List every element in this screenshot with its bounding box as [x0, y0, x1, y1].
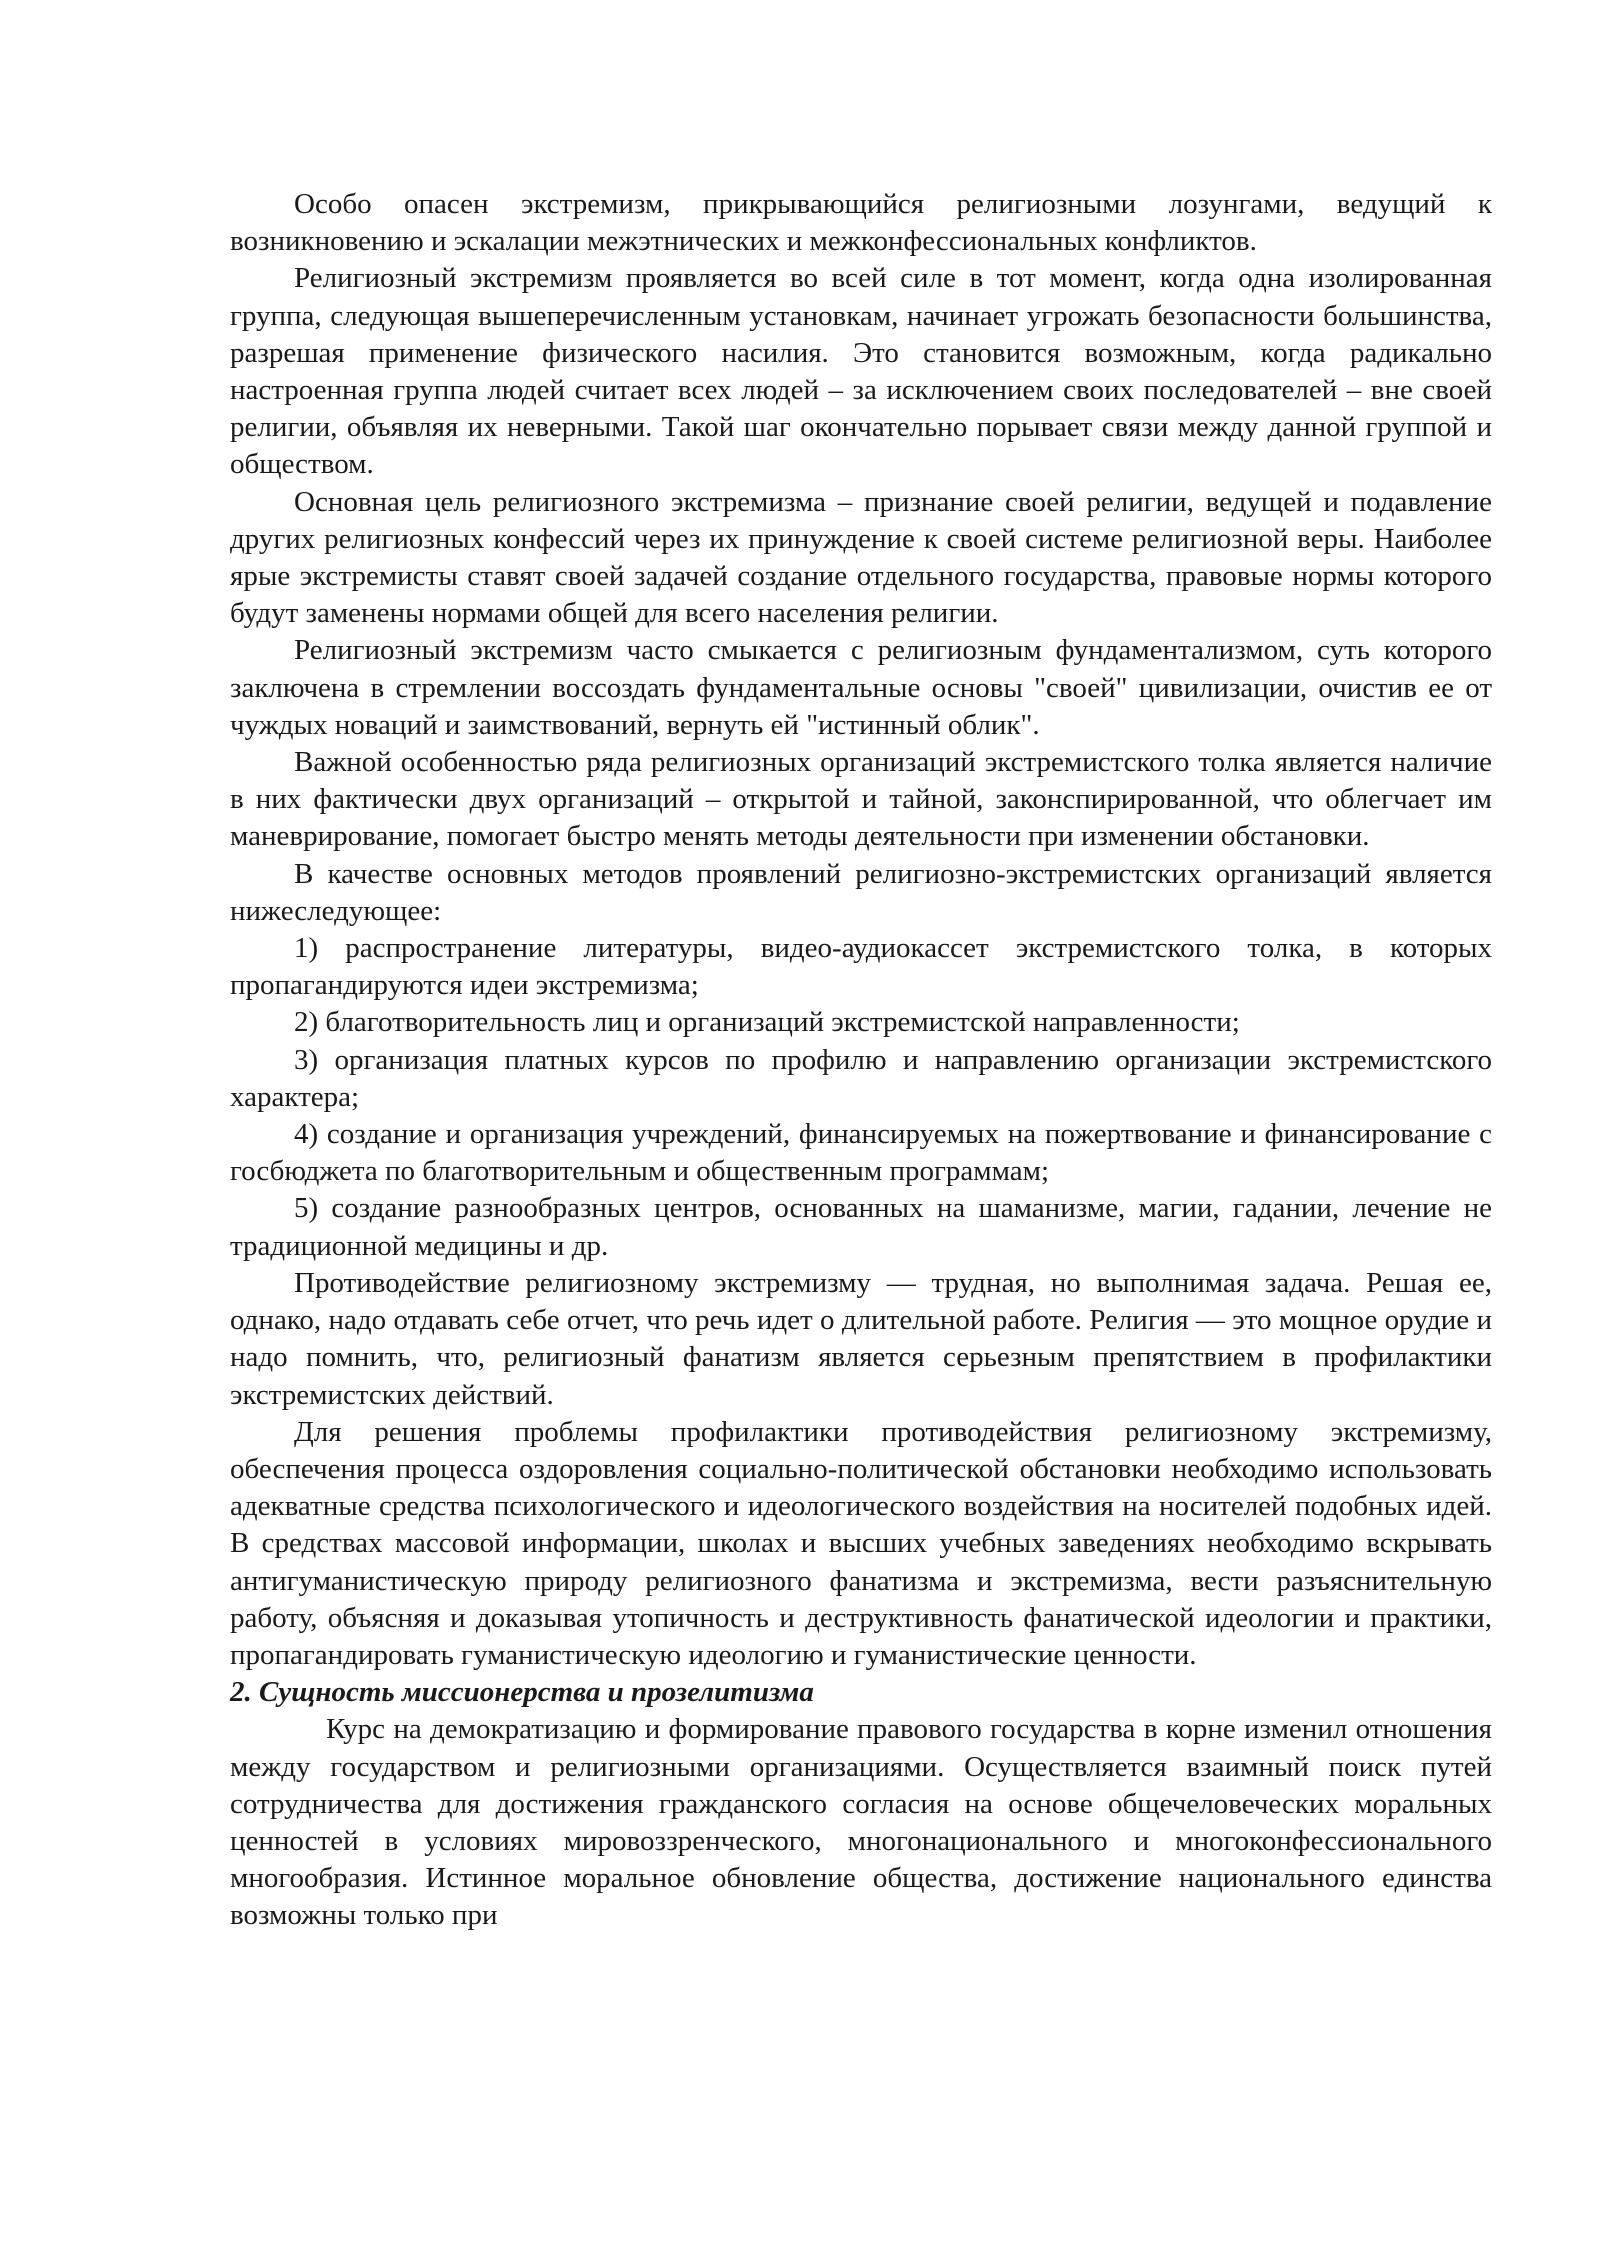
- paragraph: Религиозный экстремизм проявляется во всей силе в тот момент, когда одна изолированная группа, следующая вышеперечисленным установкам, начинает угрожать безопасности большинства, разрешая применение физического насилия. Это становится возможным, когда радикально настроенная группа людей считает всех людей – за исключением своих последователей – вне своей религии, объявляя их неверными. Такой шаг окончательно порывает связи между данной группой и обществом.: [230, 262, 1492, 481]
- paragraph: Важной особенностью ряда религиозных организаций экстремистского толка является наличие в них фактически двух организаций – открытой и тайной, законспирированной, что облегчает им маневрирование, помогает быстро менять методы деятельности при изменении обстановки.: [230, 746, 1492, 853]
- paragraph: Для решения проблемы профилактики противодействия религиозному экстремизму, обеспечения процесса оздоровления социально-политической обстановки необходимо использовать адекватные средства психологического и идеологического воздействия на носителей подобных идей. В средствах массовой информации, школах и высших учебных заведениях необходимо вскрывать антигуманистическую природу религиозного фанатизма и экстремизма, вести разъяснительную работу, объясняя и доказывая утопичность и деструктивность фанатической идеологии и практики, пропагандировать гуманистическую идеологию и гуманистические ценности.: [230, 1415, 1492, 1671]
- list-item: 5) создание разнообразных центров, основанных на шаманизме, магии, гадании, лечение не традиционной медицины и др.: [230, 1192, 1492, 1262]
- list-item: 1) распространение литературы, видео-аудиокассет экстремистского толка, в которых пропагандируются идеи экстремизма;: [230, 932, 1492, 1002]
- paragraph: Основная цель религиозного экстремизма – признание своей религии, ведущей и подавление других религиозных конфессий через их принуждение к своей системе религиозной веры. Наиболее ярые экстремисты ставят своей задачей создание отдельного государства, правовые нормы которого будут заменены нормами общей для всего населения религии.: [230, 485, 1492, 630]
- paragraph: Религиозный экстремизм часто смыкается с религиозным фундаментализмом, суть которого заключена в стремлении воссоздать фундаментальные основы "своей" цивилизации, очистив ее от чуждых новаций и заимствований, вернуть ей "истинный облик".: [230, 634, 1492, 741]
- section-heading: 2. Сущность миссионерства и прозелитизма: [230, 1676, 814, 1709]
- list-item: 4) создание и организация учреждений, финансируемых на пожертвование и финансирование с госбюджета по благотворительным и общественным программам;: [230, 1118, 1492, 1188]
- list-item: 3) организация платных курсов по профилю и направлению организации экстремистского характера;: [230, 1043, 1492, 1113]
- paragraph: В качестве основных методов проявлений религиозно-экстремистских организаций является нижеследующее:: [230, 857, 1492, 927]
- paragraph: Особо опасен экстремизм, прикрывающийся религиозными лозунгами, ведущий к возникновению и эскалации межэтнических и межконфессиональных конфликтов.: [230, 188, 1492, 258]
- list-item: 2) благотворительность лиц и организаций экстремистской направленности;: [294, 1006, 1240, 1039]
- paragraph: Противодействие религиозному экстремизму — трудная, но выполнимая задача. Решая ее, однако, надо отдавать себе отчет, что речь идет о длительной работе. Религия — это мощное орудие и надо помнить, что, религиозный фанатизм является серьезным препятствием в профилактики экстремистских действий.: [230, 1266, 1492, 1411]
- document-page: [230, 186, 1492, 1935]
- paragraph: Курс на демократизацию и формирование правового государства в корне изменил отношения между государством и религиозными организациями. Осуществляется взаимный поиск путей сотрудничества для достижения гражданского согласия на основе общечеловеческих моральных ценностей в условиях мировоззренческого, многонационального и многоконфессионального многообразия. Истинное моральное обновление общества, достижение национального единства возможны только при: [230, 1713, 1492, 1932]
